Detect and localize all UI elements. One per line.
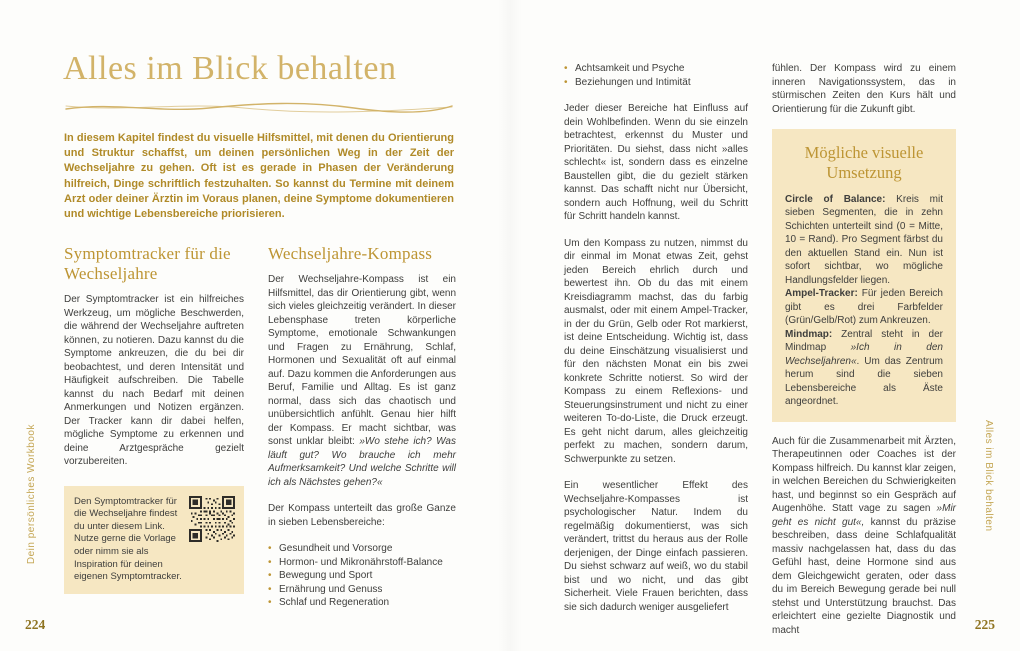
kompass-nutzung-paragraph: Um den Kompass zu nutzen, nimmst du dir einmal im Monat etwas Zeit, gehst jeden Bereich ehrlich durch und bewertest ihn. Ob du das mit einem Kreisdiagramm machst, das du farbig ausmalst, oder mit einem Ampel-Tracker, in der du Grün, Gelb oder Rot markierst, ist deine Entscheidung. Wichtig ist, dass du deine Einschätzung visualisierst und für den nächsten Monat ein bis zwei konkrete Schritte notierst. So wird der Kompass zu einem Reflexions- und Steuerungsinstrument und nicht zu einer weiteren To-do-Liste, die Druck erzeugt. Es geht nicht darum, alles gleichzeitig perfekt zu machen, sondern darum, Schwerpunkte zu setzen. [564, 237, 748, 465]
decorative-wave-line [64, 100, 454, 114]
box-item-term: Circle of Balance: [785, 193, 886, 205]
page-number-left: 224 [25, 617, 46, 632]
zusammenarbeit-text: Auch für die Zusammenarbeit mit Ärzten, Therapeutinnen oder Coaches ist der Kompass hilfreich. Du kannst klar zeigen, in welchen Bereichen du Schwierigkeiten hast, und beginnst so ein Gespräch auf Augenhöhe. Statt vage zu sagen [772, 435, 956, 515]
zusammenarbeit-text: kannst du präzise beschreiben, dass deine Schlafqualität massiv nachgelassen hat, dass du das Gefühl hast, deine Hormone sind aus dem Gleichgewicht geraten, oder dass du im Bereich Bewegung gerade bei null stehst und Unterstützung brauchst. Das erleichtert eine gezielte Diagnostik und macht [772, 516, 956, 636]
column-right-inner [564, 62, 748, 637]
right-margin-label: Alles im Blick behalten [983, 420, 994, 532]
box-item-text: Zentral steht in der Mindmap [785, 328, 943, 354]
kompass-quote: »Wo stehe ich? Was läuft gut? Wo brauche ich mehr Aufmerksamkeit? Und welche Schritte will ich als Nächstes gehen?« [268, 436, 456, 488]
right-page-columns [564, 62, 956, 637]
link-box-text: Den Symptomtracker für die Wechseljahre findest du unter diesem Link. Nutze gerne die Vorlage oder nimm sie als Inspiration für deinen eigenen Symptomtracker. [74, 495, 182, 583]
psychologischer-effekt-paragraph: Ein wesentlicher Effekt des Wechseljahre-Kompasses ist psychologischer Natur. Indem du regelmäßig dokumentierst, was sich verändert, trittst du heraus aus der Rolle derjenigen, der Dinge einfach passieren. Du siehst schwarz auf weiß, wo du stabil bist und wo nicht, und das gibt Sicherheit. Viele Frauen berichten, dass sie sich dadurch weniger ausgeliefert [564, 480, 748, 613]
list-item: • Hormon- und Mikronährstoff-Balance [268, 556, 456, 570]
box-item-term: Mindmap: [785, 328, 833, 340]
kompass-paragraph-text: Der Wechseljahre-Kompass ist ein Hilfsmittel, das dir Orientierung gibt, wenn sich vieles gleichzeitig verändert. In dieser Lebensphase treten körperliche Symptome, emotionale Schwankungen und Fragen zu Ernährung, Schlaf, Hormonen und Sexualität oft auf einmal auf. Dazu kommen die Anforderungen aus Beruf, Familie und Alltag. Es ist ganz normal, dass sich das chaotisch und unübersichtlich anfühlt. Genau hier hilft der Kompass. Er macht sichtbar, was sonst unklar bleibt: [268, 274, 456, 448]
column-symptomtracker [64, 244, 244, 610]
left-margin-label: Dein persönliches Workbook [26, 424, 37, 565]
lebensbereiche-list [268, 542, 456, 610]
kompass-paragraph [268, 273, 456, 489]
list-item: • Beziehungen und Intimität [564, 76, 748, 90]
left-page-columns [64, 244, 456, 610]
box-item-mindmap [785, 328, 943, 409]
chapter-title: Alles im Blick behalten [63, 50, 397, 87]
page-spine [498, 0, 522, 651]
symptomtracker-link-box [64, 486, 244, 594]
heading-symptomtracker: Symptomtracker für die Wechseljahre [64, 244, 231, 284]
column-right-outer [772, 62, 956, 637]
qr-code-icon [189, 496, 235, 542]
box-item-text: . Um das Zentrum herum sind die sieben Lebensbereiche als Äste angeordnet. [785, 355, 943, 408]
box-item-text: Für jeden Bereich gibt es drei Farbfelder (Grün/Gelb/Rot) zum Ankreuzen. [785, 288, 943, 327]
box-item-term: Ampel-Tracker: [785, 288, 858, 300]
visuelle-umsetzung-box [772, 129, 956, 422]
page-number-right: 225 [974, 617, 995, 632]
kompass-list-lead: Der Kompass unterteilt das große Ganze in sieben Lebensbereiche: [268, 503, 456, 528]
lebensbereiche-list-continued [564, 62, 748, 89]
bereiche-einfluss-paragraph: Jeder dieser Bereiche hat Einfluss auf dein Wohlbefinden. Wenn du sie einzeln betrachtest, erkennst du Muster und Prioritäten. Du siehst, dass nicht »alles schlecht« ist, sondern dass es einzelne Baustellen gibt, die du gezielt stärken kannst. Das schafft nicht nur Übersicht, sondern auch Hoffnung, weil du Schritt für Schritt handeln kannst. [564, 103, 748, 222]
box-heading: Mögliche visuelle Umsetzung [804, 143, 924, 182]
list-item: • Gesundheit und Vorsorge [268, 542, 456, 556]
symptomtracker-body: Der Symptomtracker ist ein hilfreiches Werkzeug, um mögliche Beschwerden, die während der Wechseljahre auftreten können, zu notieren. Dazu kannst du die Symptome ankreuzen, die du bei dir beobachtest, und deren Intensität und Häufigkeit aufschreiben. Die Tabelle kannst du nach Bedarf mit deinen Anmerkungen und Notizen ergänzen. Der Tracker kann dir dabei helfen, mögliche Symptome zu erkennen und deine Arztgespräche gezielt vorzubereiten. [64, 294, 244, 468]
navigationssystem-paragraph: fühlen. Der Kompass wird zu einem inneren Navigationssystem, das in stürmischen Zeiten den Kurs hält und Orientierung für die Zukunft gibt. [772, 63, 956, 115]
list-item: • Bewegung und Sport [268, 569, 456, 583]
box-item-circle-of-balance [785, 193, 943, 288]
box-item-text: Kreis mit sieben Segmenten, die in zehn Schichten unterteilt sind (0 = Mitte, 10 = Rand). Pro Segment färbst du den aktuellen Stand ein. Nun ist sofort sichtbar, wo mögliche Handlungsfelder liegen. [785, 193, 943, 286]
box-item-ampel-tracker [785, 287, 943, 328]
list-item: • Ernährung und Genuss [268, 583, 456, 597]
heading-kompass: Wechseljahre-Kompass [268, 244, 433, 263]
column-kompass [268, 244, 456, 610]
zusammenarbeit-paragraph [772, 435, 956, 638]
chapter-intro: In diesem Kapitel findest du visuelle Hilfsmittel, mit denen du Orientierung und Struktur schaffst, um deinen persönlichen Weg in der Zeit der Wechseljahre zu gehen. Oft ist es gerade in Phasen der Veränderung hilfreich, Dinge schriftlich festzuhalten. So kannst du Termine mit deinem Arzt oder deiner Ärztin im Voraus planen, deine Symptome dokumentieren und wichtige Lebensbereiche priorisieren. [64, 132, 454, 221]
list-item: • Schlaf und Regeneration [268, 596, 456, 610]
zusammenarbeit-quote: »Mir geht es nicht gut«, [772, 503, 956, 528]
list-item: • Achtsamkeit und Psyche [564, 62, 748, 76]
box-item-quote: »Ich in den Wechseljahren« [785, 342, 943, 367]
